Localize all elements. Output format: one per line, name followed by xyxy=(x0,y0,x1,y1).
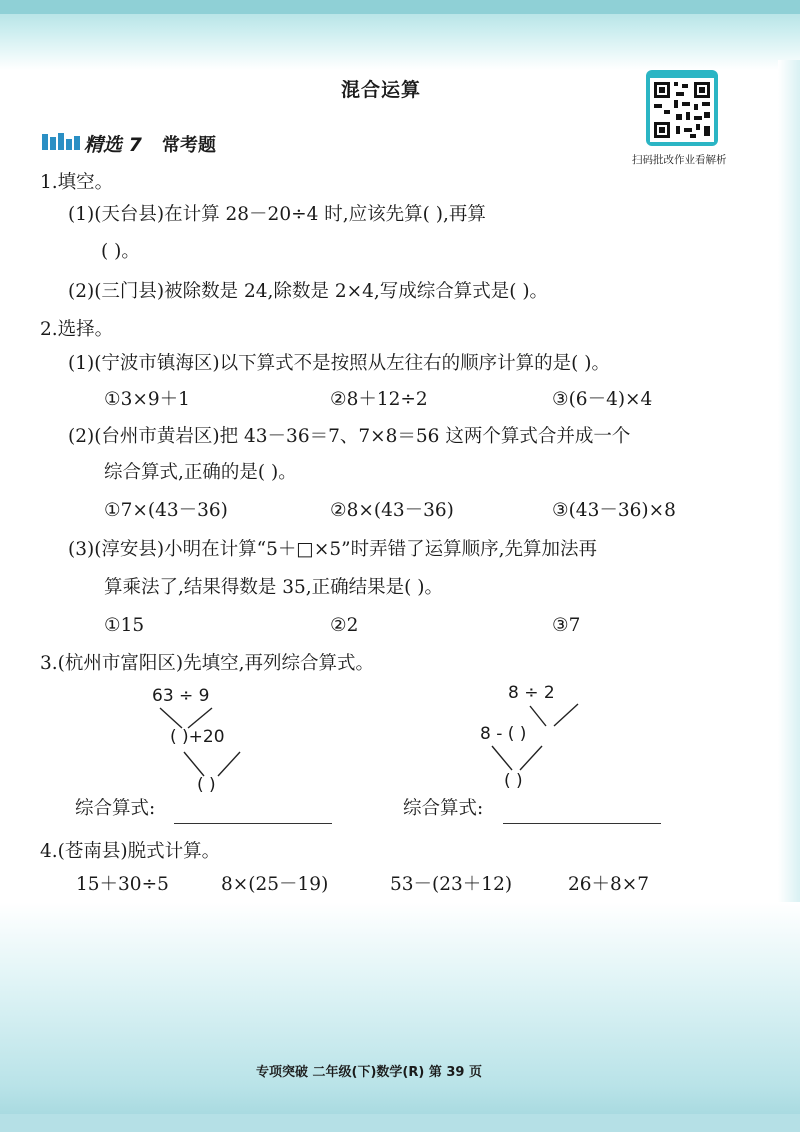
qr-caption: 扫码批改作业看解析 xyxy=(632,154,727,166)
q2-part2-option-3: ③(43－36)×8 xyxy=(552,500,676,521)
q2-part3-option-2: ②2 xyxy=(330,615,359,636)
q3-left-top-expression: 63 ÷ 9 xyxy=(152,686,210,706)
q3-title: 3.(杭州市富阳区)先填空,再列综合算式。 xyxy=(40,653,374,674)
q3-left-middle-expression: ( )+20 xyxy=(170,727,225,747)
q1-part1-line2: ( )。 xyxy=(101,241,140,262)
q4-item-4: 26＋8×7 xyxy=(568,874,650,895)
page-footer: 专项突破 二年级(下)数学(R) 第 39 页 xyxy=(256,1065,482,1080)
q1-title: 1.填空。 xyxy=(40,172,114,193)
bottom-background-band xyxy=(0,902,800,1132)
q3-left-answer-line[interactable] xyxy=(174,822,332,824)
q2-part2-line2: 综合算式,正确的是( )。 xyxy=(104,462,297,483)
qr-code-icon xyxy=(646,70,718,146)
q3-right-formula-label: 综合算式: xyxy=(403,798,484,819)
q1-part1-line1: (1)(天台县)在计算 28－20÷4 时,应该先算( ),再算 xyxy=(68,204,486,225)
q3-left-formula-label: 综合算式: xyxy=(75,798,156,819)
q3-left-bottom-blank: ( ) xyxy=(197,775,216,795)
q2-part1-option-1: ①3×9＋1 xyxy=(104,389,190,410)
q2-part1-option-3: ③(6－4)×4 xyxy=(552,389,653,410)
q4-item-3: 53－(23＋12) xyxy=(390,874,513,895)
q2-part2-option-2: ②8×(43－36) xyxy=(330,500,454,521)
q3-right-answer-line[interactable] xyxy=(503,822,661,824)
q3-right-bottom-blank: ( ) xyxy=(504,771,523,791)
right-edge-shade xyxy=(778,60,800,1010)
section-label: 精选 7 xyxy=(84,134,142,156)
q3-right-top-expression: 8 ÷ 2 xyxy=(508,683,555,703)
q2-part3-line2: 算乘法了,结果得数是 35,正确结果是( )。 xyxy=(104,577,443,598)
top-edge-strip xyxy=(0,0,800,14)
q2-part3-option-1: ①15 xyxy=(104,615,145,636)
q1-part2: (2)(三门县)被除数是 24,除数是 2×4,写成综合算式是( )。 xyxy=(68,281,549,302)
q4-item-2: 8×(25－19) xyxy=(221,874,329,895)
q4-title: 4.(苍南县)脱式计算。 xyxy=(40,841,221,862)
q2-title: 2.选择。 xyxy=(40,319,114,340)
q2-part2-line1: (2)(台州市黄岩区)把 43－36＝7、7×8＝56 这两个算式合并成一个 xyxy=(68,426,631,447)
q4-item-1: 15＋30÷5 xyxy=(76,874,169,895)
bottom-edge-strip xyxy=(0,1114,800,1132)
q3-right-middle-expression: 8 - ( ) xyxy=(480,724,527,744)
q2-part2-option-1: ①7×(43－36) xyxy=(104,500,228,521)
section-subtitle: 常考题 xyxy=(162,135,216,156)
q2-part3-line1: (3)(淳安县)小明在计算“5＋□×5”时弄错了运算顺序,先算加法再 xyxy=(68,539,597,560)
q3-right-tree-lines xyxy=(470,696,610,806)
q2-part3-option-3: ③7 xyxy=(552,615,581,636)
q2-part1: (1)(宁波市镇海区)以下算式不是按照从左往右的顺序计算的是( )。 xyxy=(68,353,610,374)
q2-part1-option-2: ②8＋12÷2 xyxy=(330,389,428,410)
section-badge-icon xyxy=(42,132,82,152)
page-title: 混合运算 xyxy=(341,79,422,101)
qr-code[interactable] xyxy=(646,70,718,146)
